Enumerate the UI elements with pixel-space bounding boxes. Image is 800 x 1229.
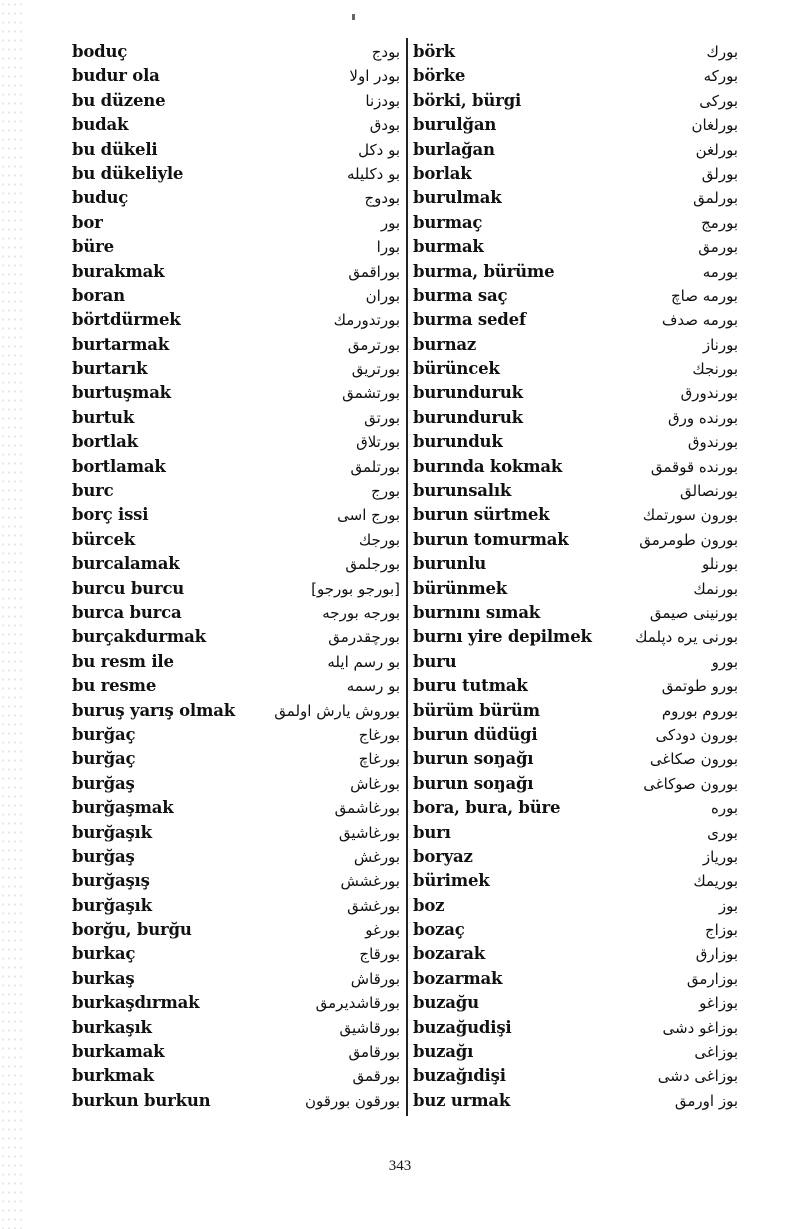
- dictionary-entry: [413, 381, 738, 405]
- entry-ottoman-script: بورترمق: [347, 335, 400, 354]
- entry-ottoman-script: بورياز: [702, 847, 738, 866]
- dictionary-entry: [413, 625, 738, 649]
- entry-transliteration: börke: [413, 66, 466, 86]
- entry-transliteration: burma saç: [413, 285, 508, 305]
- dictionary-entry: [413, 918, 738, 942]
- dictionary-entry: [72, 967, 400, 991]
- entry-transliteration: buzağı: [413, 1042, 474, 1062]
- entry-ottoman-script: بورنده قوقمق: [650, 457, 738, 476]
- dictionary-entry: [413, 1064, 738, 1088]
- entry-transliteration: buzağudişi: [413, 1017, 512, 1037]
- entry-transliteration: buz urmak: [413, 1090, 511, 1110]
- entry-ottoman-script: بورمج: [701, 213, 738, 232]
- entry-ottoman-script: بورنمك: [693, 579, 738, 598]
- dictionary-entry: [413, 455, 738, 479]
- dictionary-entry: [413, 552, 738, 576]
- entry-transliteration: burun tomurmak: [413, 529, 569, 549]
- entry-transliteration: burtuşmak: [72, 383, 171, 403]
- entry-ottoman-script: بورنده ورق: [668, 408, 738, 427]
- entry-transliteration: burma sedef: [413, 310, 526, 330]
- entry-ottoman-script: بورغشش: [340, 872, 400, 891]
- entry-ottoman-script: بوزاغو: [699, 994, 738, 1013]
- dictionary-entry: [413, 235, 738, 259]
- entry-ottoman-script: بورك: [706, 43, 738, 61]
- dictionary-entry: [72, 235, 400, 259]
- entry-ottoman-script: بوروش يارش اولمق: [274, 701, 400, 720]
- dictionary-entry: [72, 845, 400, 869]
- entry-transliteration: bürünmek: [413, 578, 508, 598]
- dictionary-entry: [72, 455, 400, 479]
- entry-transliteration: burunlu: [413, 554, 487, 574]
- entry-transliteration: burnı yire depilmek: [413, 627, 592, 647]
- dictionary-entry: [72, 260, 400, 284]
- entry-transliteration: buzağıdişi: [413, 1066, 506, 1086]
- dictionary-entry: [72, 113, 400, 137]
- dictionary-entry: [72, 1016, 400, 1040]
- entry-transliteration: börtdürmek: [72, 310, 181, 330]
- dictionary-entry: [72, 942, 400, 966]
- dictionary-entry: [413, 699, 738, 723]
- dictionary-entry: [413, 284, 738, 308]
- entry-ottoman-script: بوز اورمق: [674, 1091, 738, 1110]
- dictionary-entry: [72, 772, 400, 796]
- entry-transliteration: burğaş: [72, 846, 135, 866]
- entry-ottoman-script: بو دكليله: [346, 164, 400, 183]
- entry-ottoman-script: بورنلو: [701, 555, 738, 574]
- entry-transliteration: boryaz: [413, 846, 473, 866]
- entry-ottoman-script: بورمق: [698, 238, 738, 257]
- entry-transliteration: bozarak: [413, 944, 486, 964]
- dictionary-entry: [413, 674, 738, 698]
- entry-transliteration: burnaz: [413, 334, 477, 354]
- entry-transliteration: burğaç: [72, 724, 136, 744]
- dictionary-entry: [72, 284, 400, 308]
- entry-ottoman-script: [بورجو بورجو]: [311, 579, 400, 598]
- dictionary-entry: [72, 138, 400, 162]
- entry-transliteration: börk: [413, 42, 455, 61]
- entry-ottoman-script: بودوج: [364, 189, 400, 208]
- dictionary-entry: [72, 528, 400, 552]
- dictionary-entry: [413, 138, 738, 162]
- dictionary-entry: [413, 845, 738, 869]
- entry-ottoman-script: بورغو: [365, 921, 400, 940]
- dictionary-entry: [72, 479, 400, 503]
- entry-transliteration: borğu, burğu: [72, 920, 192, 940]
- entry-ottoman-script: بورچقدرمق: [328, 628, 400, 647]
- entry-ottoman-script: بوران: [365, 286, 400, 305]
- entry-ottoman-script: بورلغن: [695, 140, 738, 159]
- entry-transliteration: burmaç: [413, 212, 483, 232]
- dictionary-entry: [72, 723, 400, 747]
- entry-transliteration: bürimek: [413, 871, 490, 891]
- dictionary-entry: [413, 186, 738, 210]
- entry-transliteration: burunduruk: [413, 383, 523, 403]
- entry-transliteration: bortlamak: [72, 456, 166, 476]
- entry-transliteration: budak: [72, 115, 129, 135]
- dictionary-entry: [413, 430, 738, 454]
- scan-edge-noise: [0, 0, 22, 1229]
- entry-transliteration: burğaşık: [72, 895, 152, 915]
- dictionary-entry: [72, 869, 400, 893]
- dictionary-entry: [413, 89, 738, 113]
- dictionary-entry: [72, 796, 400, 820]
- entry-ottoman-script: بودق: [369, 116, 400, 135]
- entry-ottoman-script: بوزارمق: [686, 969, 738, 988]
- entry-transliteration: bu düzene: [72, 90, 166, 110]
- entry-transliteration: burtarık: [72, 359, 148, 379]
- entry-transliteration: burğaş: [72, 773, 135, 793]
- entry-transliteration: burcalamak: [72, 554, 180, 574]
- entry-transliteration: burc: [72, 481, 114, 501]
- entry-transliteration: bu dükeli: [72, 139, 158, 159]
- dictionary-entry: [413, 869, 738, 893]
- entry-ottoman-script: بورمه: [702, 262, 738, 281]
- entry-transliteration: burun soŋağı: [413, 773, 534, 793]
- entry-transliteration: burca burca: [72, 602, 182, 622]
- entry-ottoman-script: بورقمق: [352, 1067, 400, 1086]
- entry-ottoman-script: بو رسمه: [346, 677, 400, 696]
- right-column: [413, 40, 738, 1113]
- entry-ottoman-script: بورلمق: [693, 189, 738, 208]
- dictionary-entry: [72, 1064, 400, 1088]
- dictionary-entry: [72, 747, 400, 771]
- entry-ottoman-script: بورغاشمق: [334, 799, 400, 818]
- page-number: 343: [388, 1158, 412, 1174]
- dictionary-entry: [72, 186, 400, 210]
- dictionary-entry: [413, 479, 738, 503]
- entry-transliteration: burçakdurmak: [72, 627, 206, 647]
- entry-transliteration: burulmak: [413, 188, 502, 208]
- entry-transliteration: börki, bürgi: [413, 90, 522, 110]
- entry-ottoman-script: بوروم بوروم: [661, 701, 738, 720]
- entry-transliteration: burnını sımak: [413, 602, 541, 622]
- entry-ottoman-script: بوره: [710, 799, 738, 818]
- entry-transliteration: burun düdügi: [413, 724, 538, 744]
- entry-ottoman-script: بوزاج: [704, 921, 738, 940]
- entry-ottoman-script: بوزاغو دشى: [662, 1018, 738, 1037]
- entry-transliteration: burı: [413, 822, 451, 842]
- entry-transliteration: burunsalık: [413, 481, 512, 501]
- entry-ottoman-script: بورون طومرمق: [639, 530, 738, 549]
- dictionary-entry: [72, 1040, 400, 1064]
- dictionary-entry: [413, 894, 738, 918]
- entry-transliteration: bortlak: [72, 432, 138, 452]
- entry-ottoman-script: بورج: [371, 482, 400, 501]
- dictionary-entry: [413, 308, 738, 332]
- entry-ottoman-script: بوزاغى: [694, 1043, 738, 1062]
- dictionary-entry: [72, 211, 400, 235]
- entry-transliteration: burunduk: [413, 432, 503, 452]
- dictionary-entry: [413, 991, 738, 1015]
- entry-ottoman-script: بورغش: [353, 847, 400, 866]
- entry-ottoman-script: بورغاج: [358, 725, 400, 744]
- dictionary-entry: [72, 601, 400, 625]
- entry-ottoman-script: بورمه صدف: [661, 311, 738, 330]
- entry-ottoman-script: بوز: [718, 896, 738, 915]
- entry-ottoman-script: بور: [380, 213, 400, 232]
- entry-ottoman-script: بورو: [711, 652, 738, 671]
- dictionary-entry: [72, 625, 400, 649]
- dictionary-entry: [413, 64, 738, 88]
- entry-ottoman-script: بورندوق: [687, 433, 738, 452]
- entry-ottoman-script: بو رسم ايله: [327, 652, 400, 671]
- entry-transliteration: burun sürtmek: [413, 505, 550, 525]
- scan-mark: [352, 14, 355, 20]
- dictionary-entry: [72, 308, 400, 332]
- dictionary-entry: [72, 503, 400, 527]
- entry-ottoman-script: بورجه بورجه: [322, 603, 400, 622]
- dictionary-entry: [72, 552, 400, 576]
- dictionary-entry: [413, 577, 738, 601]
- entry-transliteration: burma, bürüme: [413, 261, 555, 281]
- dictionary-entry: [413, 723, 738, 747]
- entry-transliteration: burğaç: [72, 749, 136, 769]
- dictionary-entry: [72, 1089, 400, 1113]
- entry-ottoman-script: بورقاشديرمق: [315, 994, 400, 1013]
- dictionary-entry: [72, 894, 400, 918]
- entry-transliteration: borlak: [413, 163, 472, 183]
- entry-ottoman-script: بورقاش: [350, 969, 400, 988]
- entry-ottoman-script: بورقاج: [359, 945, 400, 964]
- dictionary-entry: [413, 1089, 738, 1113]
- entry-ottoman-script: بورلغان: [691, 116, 738, 135]
- entry-ottoman-script: بورتلمق: [350, 457, 400, 476]
- dictionary-entry: [413, 211, 738, 235]
- entry-transliteration: bürüncek: [413, 359, 500, 379]
- entry-transliteration: burğaşık: [72, 822, 152, 842]
- entry-ottoman-script: بورجك: [358, 530, 400, 549]
- entry-transliteration: bor: [72, 212, 103, 232]
- entry-transliteration: boduç: [72, 42, 128, 61]
- entry-transliteration: burtuk: [72, 407, 135, 427]
- entry-ottoman-script: بورغاچ: [358, 750, 400, 769]
- entry-transliteration: bürüm bürüm: [413, 700, 540, 720]
- entry-ottoman-script: بورون دودكى: [655, 725, 738, 744]
- entry-transliteration: boran: [72, 285, 125, 305]
- dictionary-entry: [72, 40, 400, 64]
- dictionary-entry: [72, 162, 400, 186]
- entry-ottoman-script: بورنينى صيمق: [649, 603, 738, 622]
- entry-ottoman-script: بوركى: [699, 91, 738, 110]
- dictionary-entry: [413, 113, 738, 137]
- entry-ottoman-script: بورلق: [701, 164, 738, 183]
- entry-ottoman-script: بوراقمق: [348, 262, 400, 281]
- dictionary-entry: [413, 650, 738, 674]
- dictionary-entry: [72, 430, 400, 454]
- entry-transliteration: burkaş: [72, 968, 135, 988]
- dictionary-entry: [72, 64, 400, 88]
- entry-transliteration: burunduruk: [413, 407, 523, 427]
- dictionary-entry: [72, 674, 400, 698]
- dictionary-entry: [413, 1040, 738, 1064]
- entry-ottoman-script: بورج اسى: [337, 506, 400, 525]
- entry-transliteration: buru tutmak: [413, 676, 528, 696]
- column-divider: [406, 38, 408, 1116]
- dictionary-entry: [72, 89, 400, 113]
- entry-ottoman-script: بورتريق: [351, 360, 400, 379]
- entry-ottoman-script: بورغاشيق: [338, 823, 400, 842]
- entry-ottoman-script: بوريمك: [693, 872, 738, 891]
- entry-transliteration: burun soŋağı: [413, 749, 534, 769]
- entry-ottoman-script: بورتدورمك: [333, 311, 400, 330]
- dictionary-entry: [413, 772, 738, 796]
- dictionary-entry: [72, 577, 400, 601]
- dictionary-entry: [413, 503, 738, 527]
- entry-ottoman-script: بورنجك: [692, 360, 738, 379]
- entry-ottoman-script: بورناز: [702, 335, 738, 354]
- entry-ottoman-script: بورون صكاغى: [649, 750, 738, 769]
- entry-transliteration: burğaşmak: [72, 798, 174, 818]
- dictionary-entry: [413, 942, 738, 966]
- dictionary-entry: [413, 967, 738, 991]
- entry-transliteration: burtarmak: [72, 334, 170, 354]
- entry-transliteration: bozarmak: [413, 968, 503, 988]
- entry-ottoman-script: بوزارق: [695, 945, 738, 964]
- entry-transliteration: buzağu: [413, 993, 479, 1013]
- dictionary-entry: [413, 796, 738, 820]
- entry-ottoman-script: بودر اولا: [349, 67, 400, 86]
- entry-ottoman-script: بورو طوتمق: [661, 677, 738, 696]
- entry-transliteration: buru: [413, 651, 457, 671]
- entry-ottoman-script: بوزاغى دشى: [657, 1067, 738, 1086]
- entry-transliteration: burkmak: [72, 1066, 154, 1086]
- dictionary-entry: [413, 747, 738, 771]
- entry-transliteration: bu resme: [72, 676, 157, 696]
- dictionary-entry: [413, 1016, 738, 1040]
- entry-transliteration: burkaşık: [72, 1017, 152, 1037]
- entry-transliteration: burakmak: [72, 261, 165, 281]
- dictionary-entry: [413, 260, 738, 284]
- dictionary-entry: [413, 528, 738, 552]
- entry-transliteration: budur ola: [72, 66, 160, 86]
- entry-ottoman-script: بورقامق: [348, 1043, 400, 1062]
- entry-transliteration: borç issi: [72, 505, 149, 525]
- entry-transliteration: bu dükeliyle: [72, 163, 184, 183]
- dictionary-entry: [413, 601, 738, 625]
- entry-transliteration: burkun burkun: [72, 1090, 211, 1110]
- entry-ottoman-script: بو دكل: [358, 140, 400, 159]
- dictionary-entry: [72, 821, 400, 845]
- dictionary-entry: [72, 406, 400, 430]
- dictionary-entry: [72, 333, 400, 357]
- entry-ottoman-script: بورقاشيق: [339, 1018, 400, 1037]
- entry-ottoman-script: بودزنا: [365, 91, 400, 110]
- entry-ottoman-script: بورنصالق: [679, 482, 738, 501]
- entry-ottoman-script: بورتشمق: [342, 384, 400, 403]
- entry-transliteration: burkaşdırmak: [72, 993, 200, 1013]
- dictionary-entry: [72, 357, 400, 381]
- entry-ottoman-script: بورجلمق: [345, 555, 400, 574]
- dictionary-entry: [413, 406, 738, 430]
- entry-transliteration: burcu burcu: [72, 578, 185, 598]
- entry-ottoman-script: بورتلاق: [356, 433, 400, 452]
- entry-transliteration: burğaşış: [72, 871, 150, 891]
- dictionary-entry: [413, 162, 738, 186]
- dictionary-entry: [72, 918, 400, 942]
- entry-transliteration: bürcek: [72, 529, 136, 549]
- entry-transliteration: burkamak: [72, 1042, 165, 1062]
- left-column: [72, 40, 400, 1113]
- entry-ottoman-script: بوركه: [703, 67, 738, 86]
- entry-ottoman-script: بورتق: [364, 408, 400, 427]
- entry-transliteration: bozaç: [413, 920, 465, 940]
- entry-ottoman-script: بورغاش: [350, 774, 400, 793]
- entry-transliteration: bora, bura, büre: [413, 798, 561, 818]
- entry-ottoman-script: بورا: [376, 238, 400, 257]
- dictionary-entry: [72, 650, 400, 674]
- entry-transliteration: buruş yarış olmak: [72, 700, 235, 720]
- entry-transliteration: burmak: [413, 237, 484, 257]
- dictionary-entry: [72, 699, 400, 723]
- entry-ottoman-script: بورغشق: [347, 896, 400, 915]
- dictionary-entry: [72, 991, 400, 1015]
- entry-transliteration: büre: [72, 237, 114, 257]
- entry-transliteration: burlağan: [413, 139, 495, 159]
- dictionary-entry: [413, 40, 738, 64]
- dictionary-entry: [413, 357, 738, 381]
- entry-ottoman-script: بورندورق: [680, 384, 738, 403]
- entry-ottoman-script: بورمه صاچ: [670, 286, 738, 305]
- entry-ottoman-script: بورون صوكاغى: [643, 774, 738, 793]
- entry-transliteration: burulğan: [413, 115, 497, 135]
- entry-transliteration: boz: [413, 895, 445, 915]
- entry-ottoman-script: بودج: [371, 43, 400, 61]
- entry-transliteration: burında kokmak: [413, 456, 563, 476]
- entry-transliteration: buduç: [72, 188, 129, 208]
- entry-ottoman-script: بورى: [707, 823, 738, 842]
- entry-ottoman-script: بورون سورتمك: [642, 506, 738, 525]
- entry-ottoman-script: بورنى يره دپلمك: [635, 628, 738, 647]
- entry-transliteration: bu resm ile: [72, 651, 174, 671]
- entry-transliteration: burkaç: [72, 944, 136, 964]
- dictionary-entry: [413, 333, 738, 357]
- dictionary-entry: [72, 381, 400, 405]
- entry-ottoman-script: بورقون بورقون: [305, 1091, 400, 1110]
- dictionary-entry: [413, 821, 738, 845]
